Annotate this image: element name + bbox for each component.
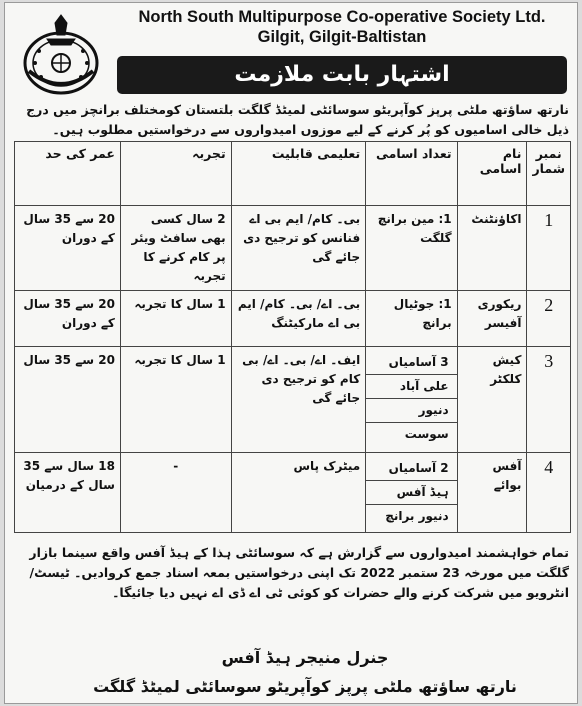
row-age-limit: 20 سے 35 سال [15, 347, 121, 453]
table-row [15, 453, 571, 533]
table-row [15, 291, 571, 347]
row-post-name: کیش کلکٹر [457, 347, 527, 453]
header-post-quantity: تعداد اسامی [366, 142, 457, 206]
row-age-limit: 20 سے 35 سال کے دوران [15, 291, 121, 347]
quantity-line: 2 آسامیاں [366, 457, 456, 481]
job-advertisement-banner: اشتہار بابت ملازمت [117, 56, 567, 94]
row-experience: 1 سال کا تجربہ [120, 347, 231, 453]
row-post-quantity [366, 291, 457, 347]
row-post-quantity [366, 347, 457, 453]
society-logo-icon [21, 9, 101, 95]
signatory-title: جنرل منیجر ہیڈ آفس [221, 648, 389, 667]
location-line: دنیور [366, 399, 456, 423]
advertisement-page [4, 2, 578, 704]
row-post-name: آفس بوائے [457, 453, 527, 533]
header-experience: تجربہ [120, 142, 231, 206]
row-qualification: میٹرک پاس [231, 453, 366, 533]
row-experience: 1 سال کا تجربہ [120, 291, 231, 347]
table-row [15, 347, 571, 453]
location-line: سوست [404, 427, 449, 441]
quantity-line: 1: جوٹیال برانچ [393, 297, 452, 330]
row-age-limit: 18 سال سے 35 سال کے درمیان [15, 453, 121, 533]
row-serial-no: 4 [527, 453, 571, 533]
quantity-line: 3 آسامیاں [366, 351, 456, 375]
row-serial-no: 3 [527, 347, 571, 453]
row-post-name: ریکوری آفیسر [457, 291, 527, 347]
society-location-subtitle: Gilgit, Gilgit-Baltistan [257, 28, 427, 46]
header-qualification: تعلیمی قابلیت [231, 142, 366, 206]
header-age-limit: عمر کی حد [15, 142, 121, 206]
table-header-row [15, 142, 571, 206]
intro-paragraph: نارتھ ساؤتھ ملٹی پرپز کوآپریٹو سوسائٹی لمیٹڈ گلگت بلتستان کومختلف برانچز میں درج ذیل خالی اسامیوں کو پُر کرنے کے لیے موزوں امیدواروں سے درخواستیں مطلوب ہیں۔ [26, 102, 569, 137]
row-experience: 2 سال کسی بھی سافٹ ویئر پر کام کرنے کا تجربہ [120, 206, 231, 291]
location-line: دنیور برانچ [385, 509, 449, 523]
vacancy-table [14, 141, 571, 533]
header-post-name: نام اسامی [457, 142, 527, 206]
instructions-paragraph: تمام خواہشمند امیدواروں سے گزارش ہے کہ سوسائٹی ہذا کے ہیڈ آفس واقع سینما بازار گلگت میں مورخہ 23 ستمبر 2022 تک اپنی درخواستیں بمعہ اسناد جمع کروادیں۔ ٹیسٹ/ انٹرویو میں شرکت کرنے والے حضرات کو کوئی ٹی اے ڈی اے نہیں دیا جائیگا۔ [29, 545, 569, 600]
row-post-quantity [366, 453, 457, 533]
table-row [15, 206, 571, 291]
row-qualification: بی۔ کام/ ایم بی اے فنانس کو ترجیح دی جائے گی [231, 206, 366, 291]
society-name-title: North South Multipurpose Co-operative Society Ltd. [138, 8, 546, 26]
row-post-name: اکاؤنٹنٹ [457, 206, 527, 291]
row-serial-no: 1 [527, 206, 571, 291]
row-age-limit: 20 سے 35 سال کے دوران [15, 206, 121, 291]
row-serial-no: 2 [527, 291, 571, 347]
location-line: ہیڈ آفس [366, 481, 456, 505]
signatory-organization: نارتھ ساؤتھ ملٹی پرپز کوآپریٹو سوسائٹی لمیٹڈ گلگت [93, 677, 517, 696]
row-qualification: ایف۔ اے/ بی۔ اے/ بی کام کو ترجیح دی جائے گی [231, 347, 366, 453]
row-qualification: بی۔ اے/ بی۔ کام/ ایم بی اے مارکیٹنگ [231, 291, 366, 347]
row-post-quantity [366, 206, 457, 291]
quantity-line: 1: مین برانچ گلگت [377, 212, 452, 245]
location-line: علی آباد [366, 375, 456, 399]
row-experience: - [120, 453, 231, 533]
header-serial-no: نمبر شمار [527, 142, 571, 206]
